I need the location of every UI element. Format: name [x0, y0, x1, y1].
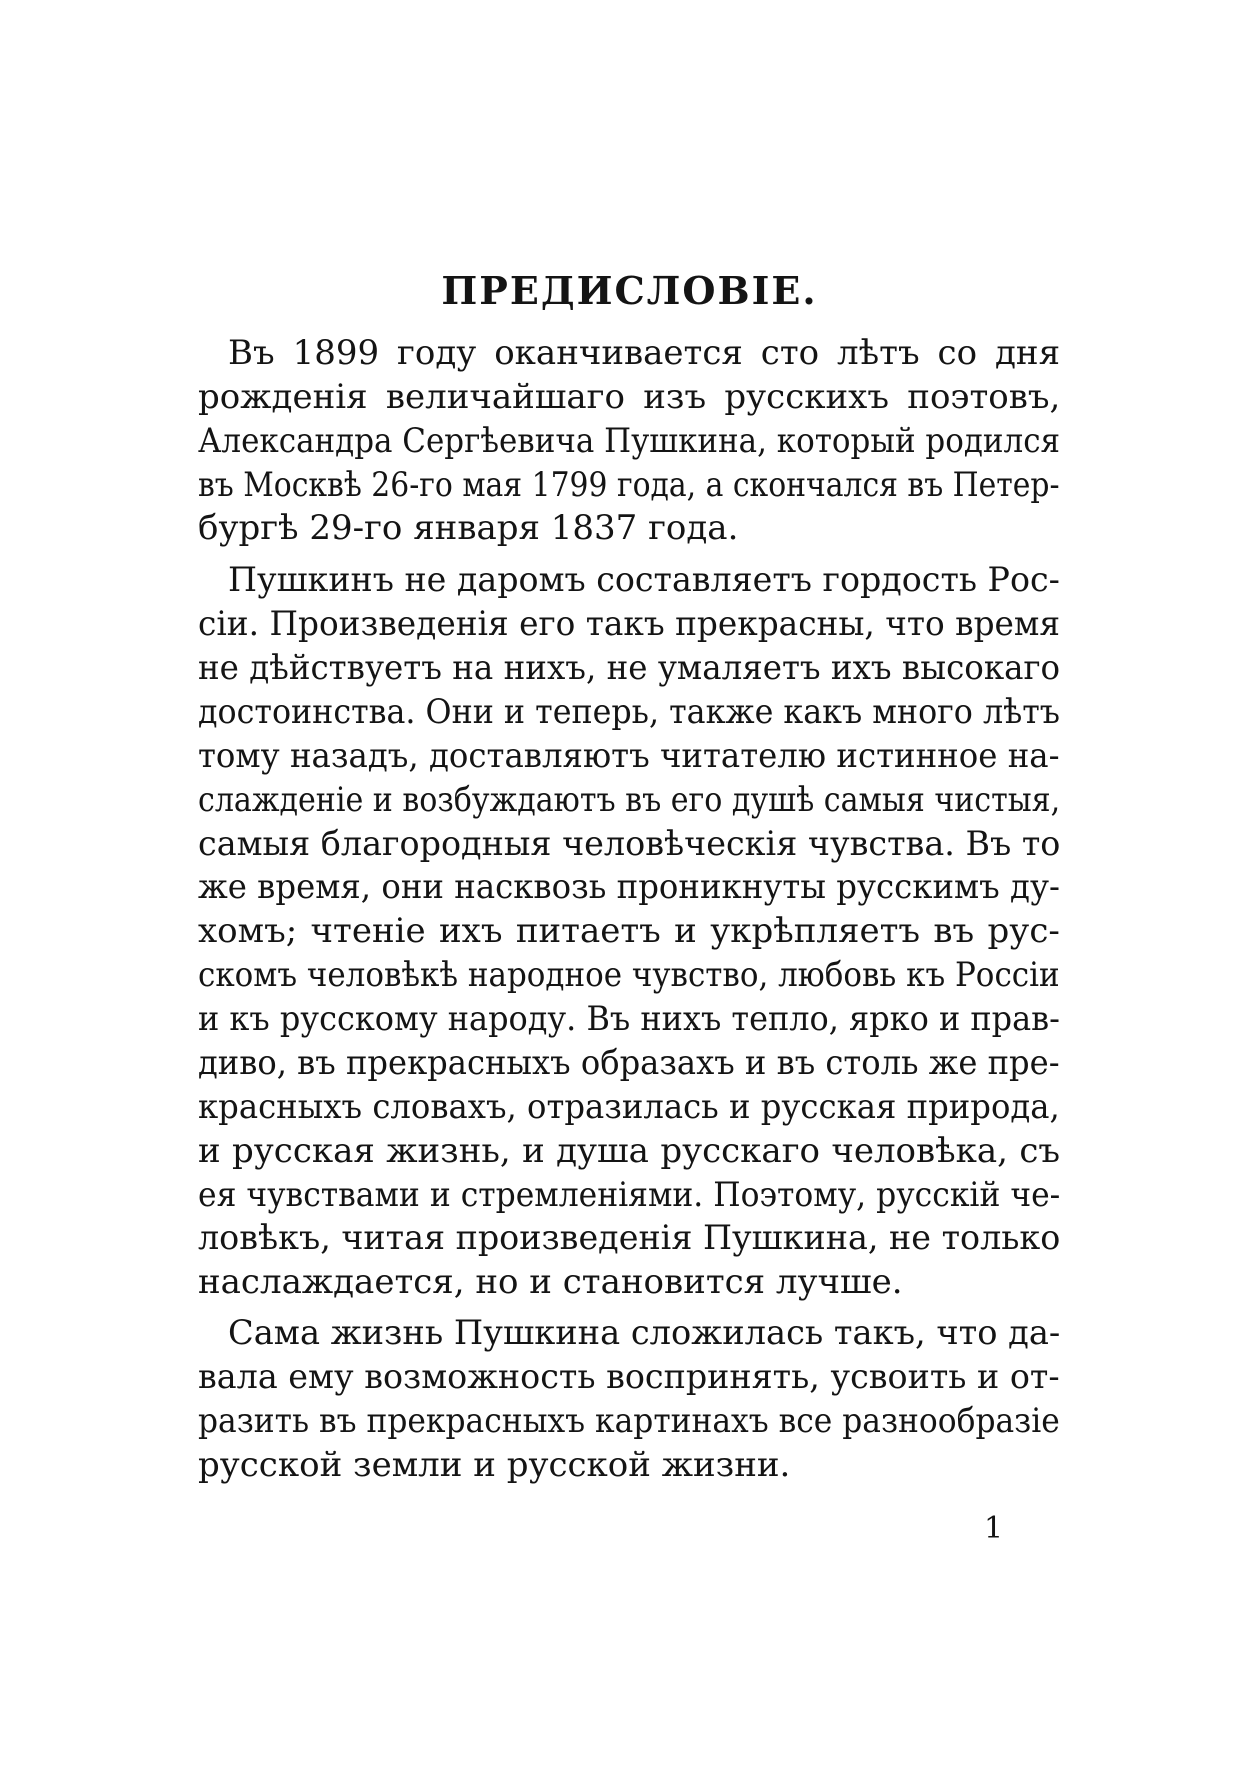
text-line: слажденіе и возбуждаютъ въ его душѣ самыя чистыя, [198, 780, 1061, 820]
text-line: скомъ человѣкѣ народное чувство, любовь къ Россіи [198, 955, 1060, 995]
text-line: диво, въ прекрасныхъ образахъ и въ столь же пре- [198, 1043, 1060, 1083]
page-number: 1 [984, 1511, 1004, 1546]
text-line: Александра Сергѣевича Пушкина, который родился [198, 421, 1061, 461]
text-line: сіи. Произведенія его такъ прекрасны, что время [198, 604, 1061, 644]
text-line: въ Москвѣ 26-го мая 1799 года, а скончался въ Петер- [198, 465, 1060, 505]
text-line: самыя благородныя человѣческія чувства. Въ то [198, 824, 1061, 864]
text-line: вала ему возможность воспринять, усвоить и от- [198, 1357, 1060, 1397]
text-line: наслаждается, но и становится лучше. [198, 1262, 903, 1302]
text-line: бургѣ 29-го января 1837 года. [198, 508, 739, 548]
text-line: и русская жизнь, и душа русскаго человѣка, съ [198, 1131, 1061, 1171]
text-line: разить въ прекрасныхъ картинахъ все разнообразіе [198, 1401, 1060, 1441]
text-line: же время, они насквозь проникнуты русскимъ ду- [198, 867, 1060, 907]
text-line: не дѣйствуетъ на нихъ, не умаляетъ ихъ высокаго [198, 648, 1061, 688]
text-line: достоинства. Они и теперь, также какъ много лѣтъ [198, 692, 1060, 732]
text-line: хомъ; чтеніе ихъ питаетъ и укрѣпляетъ въ рус- [198, 911, 1060, 951]
text-line: и къ русскому народу. Въ нихъ тепло, ярко и прав- [198, 999, 1060, 1039]
text-line: Сама жизнь Пушкина сложилась такъ, что да- [228, 1313, 1061, 1353]
text-line: ея чувствами и стремленіями. Поэтому, русскій че- [198, 1175, 1061, 1215]
text-line: тому назадъ, доставляютъ читателю истинное на- [198, 736, 1060, 776]
text-line: Пушкинъ не даромъ составляетъ гордость Рос- [228, 560, 1060, 600]
text-line: красныхъ словахъ, отразилась и русская природа, [198, 1087, 1060, 1127]
text-line: Въ 1899 году оканчивается сто лѣтъ со дня [228, 333, 1061, 373]
page-title: ПРЕДИСЛОВІЕ. [441, 268, 818, 313]
text-line: ловѣкъ, читая произведенія Пушкина, не только [198, 1218, 1061, 1258]
text-line: рожденія величайшаго изъ русскихъ поэтовъ, [198, 377, 1061, 417]
text-line: русской земли и русской жизни. [198, 1445, 791, 1485]
